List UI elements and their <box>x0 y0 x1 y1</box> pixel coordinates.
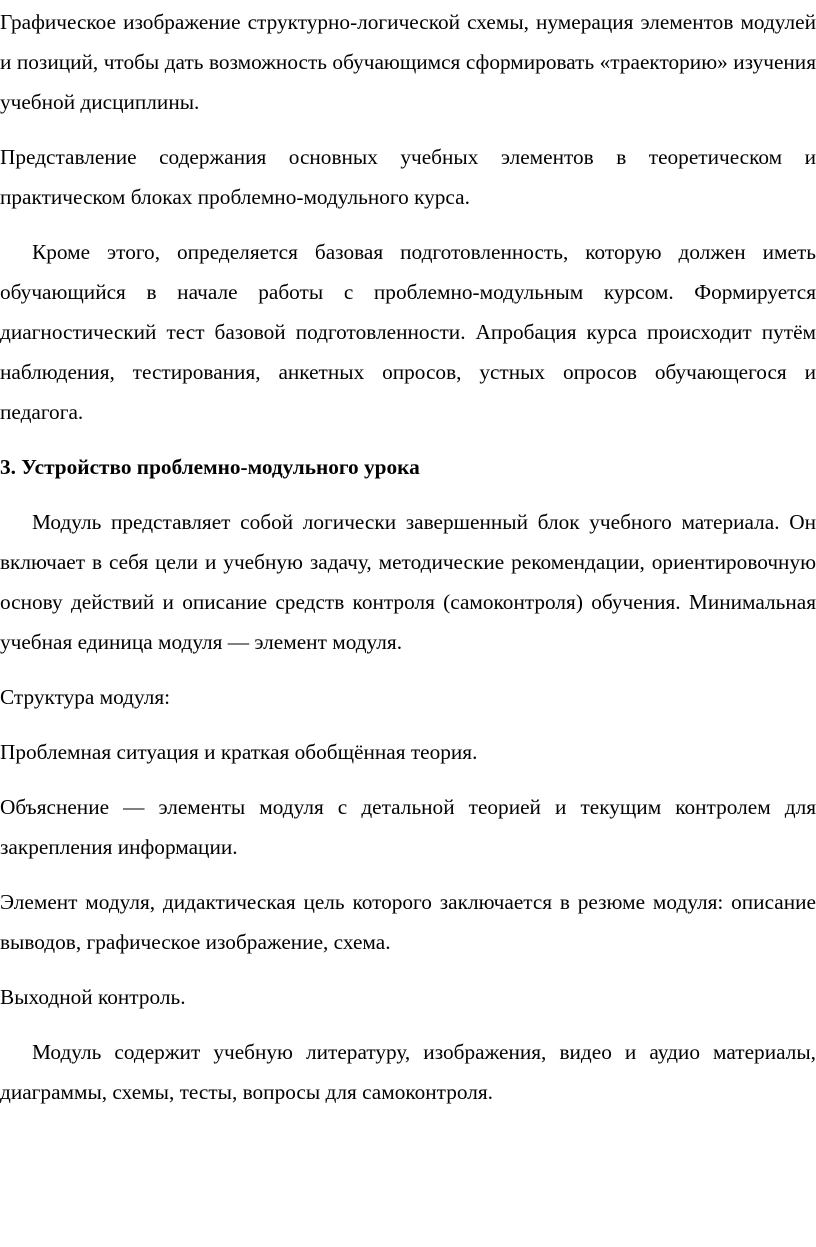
paragraph-content-representation: Представление содержания основных учебных элементов в теоретическом и практическом блоках проблемно-модульного курса. <box>0 145 816 209</box>
paragraph-exit-control: Выходной контроль. <box>0 985 186 1009</box>
section-heading: 3. Устройство проблемно-модульного урока <box>0 455 420 479</box>
paragraph-base-preparedness: Кроме этого, определяется базовая подготовленность, которую должен иметь обучающийся в начале работы с проблемно-модульным курсом. Формируется диагностический тест базовой подготовленности. Апробация курса происходит путём наблюдения, тестирования, анкетных опросов, устных опросов обучающегося и педагога. <box>0 240 816 424</box>
paragraph-graphic-scheme: Графическое изображение структурно-логической схемы, нумерация элементов модулей и позиций, чтобы дать возможность обучающимся сформировать «траекторию» изучения учебной дисциплины. <box>0 10 816 114</box>
paragraph-module-structure: Структура модуля: <box>0 685 171 709</box>
paragraph-problem-situation: Проблемная ситуация и краткая обобщённая теория. <box>0 740 478 764</box>
paragraph-module-contents: Модуль содержит учебную литературу, изображения, видео и аудио материалы, диаграммы, схемы, тесты, вопросы для самоконтроля. <box>0 1040 816 1104</box>
paragraph-module-definition: Модуль представляет собой логически завершенный блок учебного материала. Он включает в себя цели и учебную задачу, методические рекомендации, ориентировочную основу действий и описание средств контроля (самоконтроля) обучения. Минимальная учебная единица модуля — элемент модуля. <box>0 510 816 654</box>
paragraph-module-element: Элемент модуля, дидактическая цель которого заключается в резюме модуля: описание выводов, графическое изображение, схема. <box>0 890 816 954</box>
paragraph-explanation: Объяснение — элементы модуля с детальной теорией и текущим контролем для закрепления информации. <box>0 795 816 859</box>
